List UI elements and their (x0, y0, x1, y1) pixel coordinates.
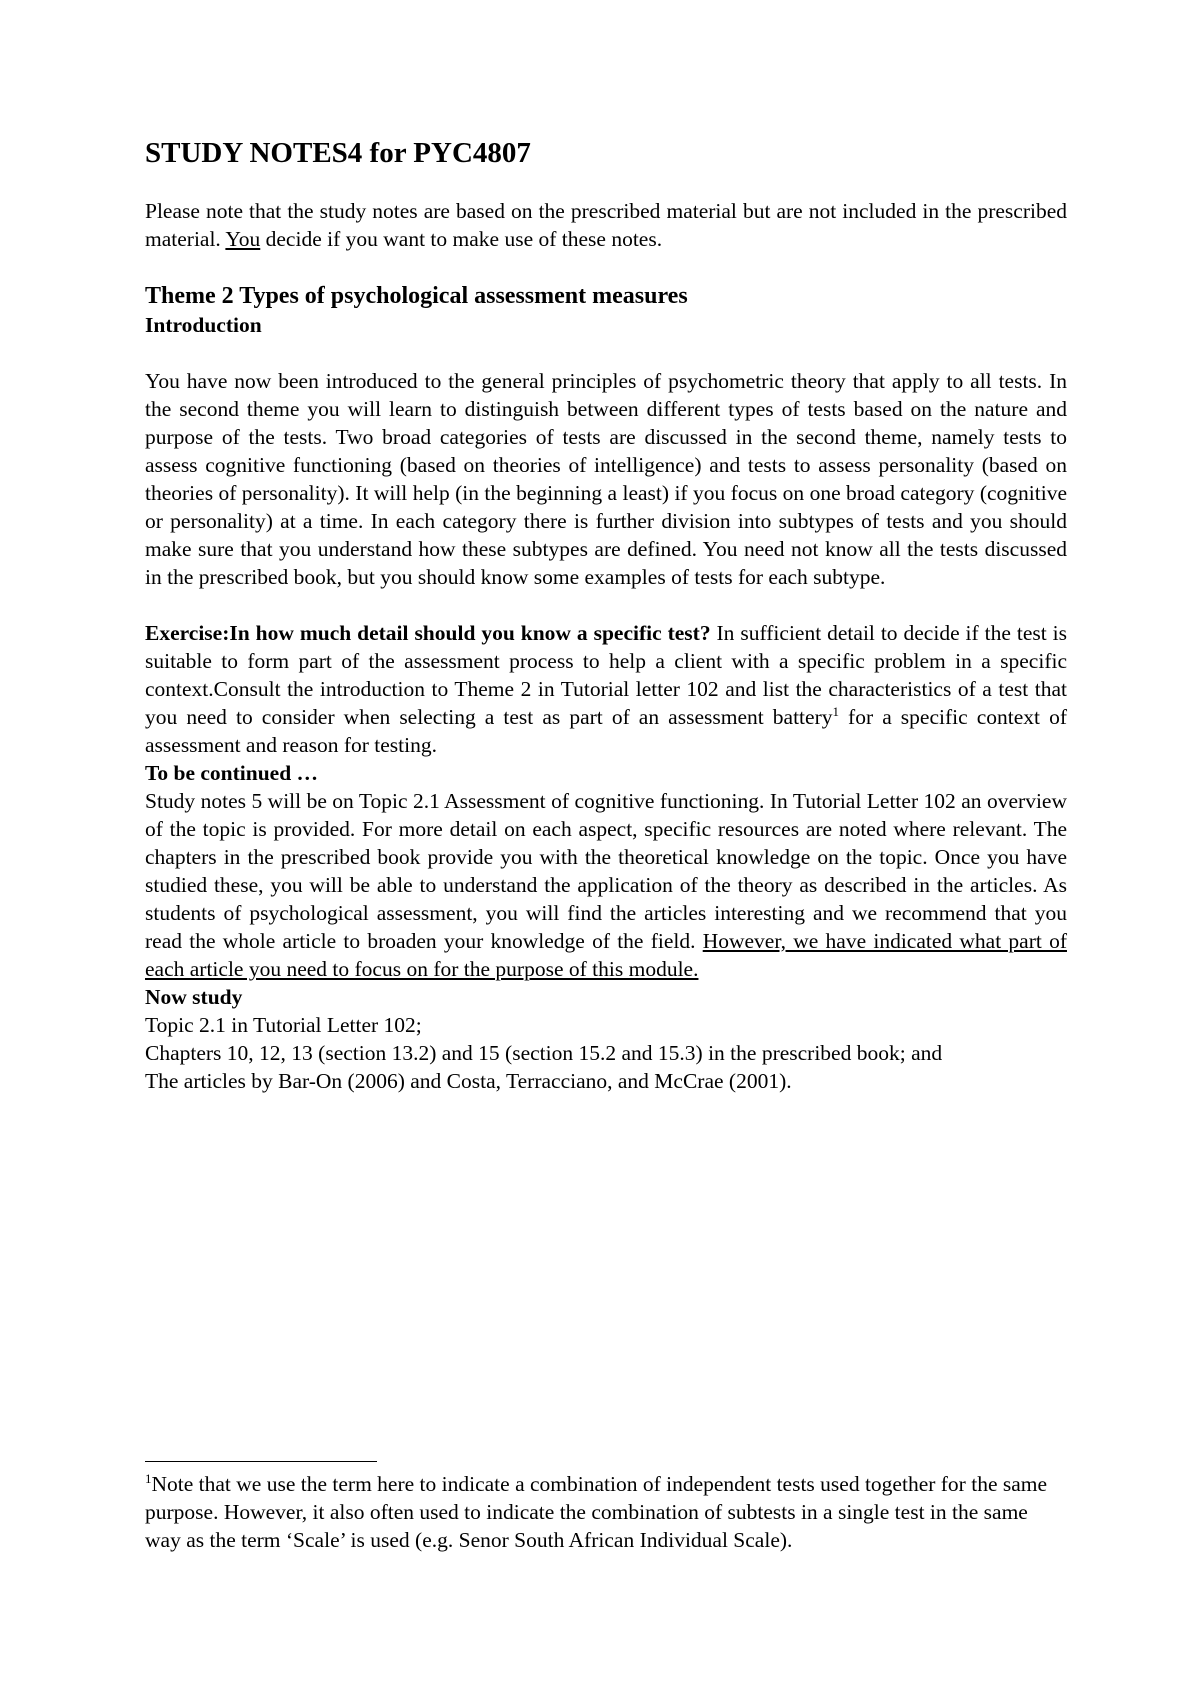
to-be-continued-underlined: However, we have indicated what part of each article you need to focus on for the purpose of this module. (145, 929, 1067, 981)
document-title: STUDY NOTES4 for PYC4807 (145, 137, 531, 169)
now-study-line: The articles by Bar-On (2006) and Costa, Terracciano, and McCrae (2001). (145, 1069, 792, 1093)
theme-title: Theme 2 Types of psychological assessment measures (145, 283, 688, 309)
footnote-separator (145, 1461, 377, 1462)
now-study-heading: Now study (145, 985, 243, 1009)
footnote-text: Note that we use the term here to indicate a combination of independent tests used together for the same purpose. However, it also often used to indicate the combination of subtests in a single test in the same way as the term ‘Scale’ is used (e.g. Senor South African Individual Scale). (145, 1472, 1048, 1552)
document-body (145, 135, 1067, 1095)
exercise-text-end: for a specific context of assessment and reason for testing. (145, 705, 1067, 757)
intro-note-after: decide if you want to make use of these notes. (260, 227, 663, 251)
intro-note (145, 197, 1067, 253)
exercise-paragraph (145, 619, 1067, 759)
intro-note-underlined: You (225, 227, 261, 251)
introduction-heading: Introduction (145, 313, 262, 337)
now-study-line: Topic 2.1 in Tutorial Letter 102; (145, 1013, 422, 1037)
intro-note-before: Please note that the study notes are based on the prescribed material but are not included in the prescribed material. (145, 199, 1067, 251)
footnote (145, 1470, 1050, 1554)
introduction-paragraph: You have now been introduced to the general principles of psychometric theory that apply to all tests. In the second theme you will learn to distinguish between different types of tests based on the nature and purpose of the tests. Two broad categories of tests are discussed in the second theme, namely tests to assess cognitive functioning (based on theories of intelligence) and tests to assess personality (based on theories of personality). It will help (in the beginning a least) if you focus on one broad category (cognitive or personality) at a time. In each category there is further division into subtypes of tests and you should make sure that you understand how these subtypes are defined. You need not know all the tests discussed in the prescribed book, but you should know some examples of tests for each subtype. (145, 369, 1067, 589)
exercise-text: In sufficient detail to decide if the test is suitable to form part of the assessment process to help a client with a specific problem in a specific context.Consult the introduction to Theme 2 in Tutorial letter 102 and list the characteristics of a test that you need to consider when selecting a test as part of an assessment battery (145, 621, 1067, 729)
to-be-continued-text: Study notes 5 will be on Topic 2.1 Assessment of cognitive functioning. In Tutorial Letter 102 an overview of the topic is provided. For more detail on each aspect, specific resources are noted where relevant. The chapters in the prescribed book provide you with the theoretical knowledge on the topic. Once you have studied these, you will be able to understand the application of the theory as described in the articles. As students of psychological assessment, you will find the articles interesting and we recommend that you read the whole article to broaden your knowledge of the field. (145, 789, 1067, 953)
to-be-continued-paragraph (145, 787, 1067, 983)
now-study-line: Chapters 10, 12, 13 (section 13.2) and 15 (section 15.2 and 15.3) in the prescribed book; and (145, 1041, 943, 1065)
footnote-reference[interactable]: 1 (832, 703, 839, 719)
footnote-marker: 1 (145, 1470, 152, 1486)
exercise-label: Exercise:In how much detail should you know a specific test? (145, 621, 711, 645)
to-be-continued-heading: To be continued … (145, 761, 319, 785)
